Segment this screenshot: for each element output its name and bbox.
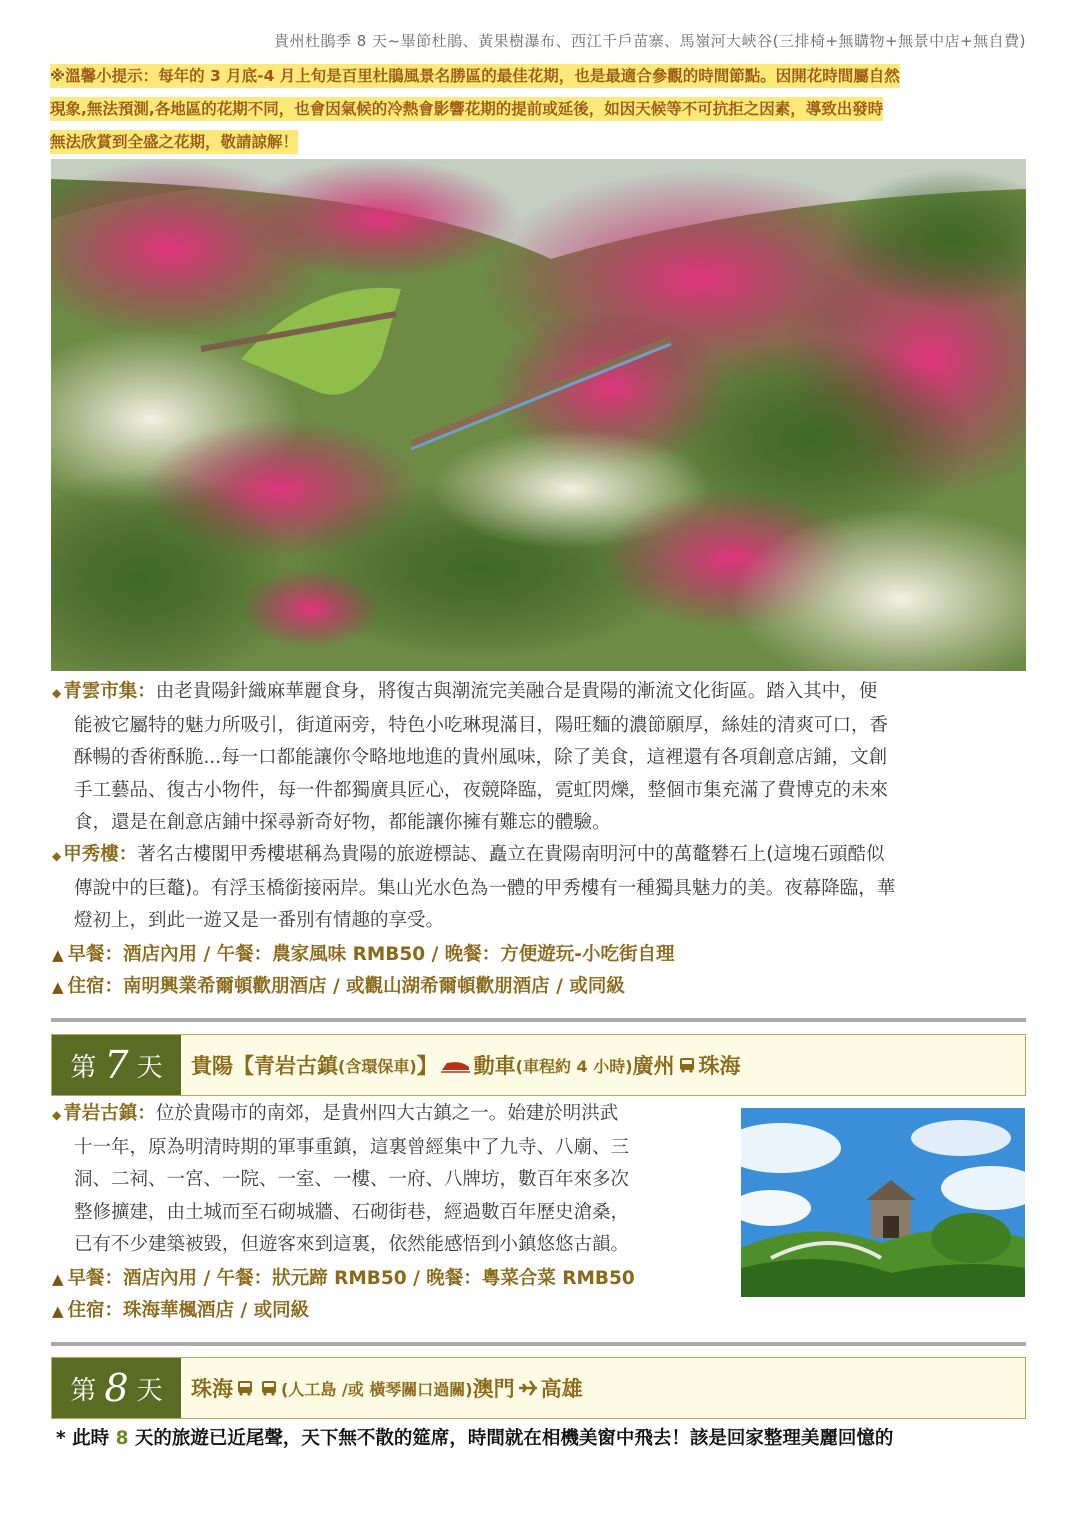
bullet-icon: ◆: [52, 1108, 62, 1122]
day7-badge: 第 7 天: [52, 1035, 181, 1095]
spot-jiaxiu-tower: ◆ 甲秀樓：著名古樓閣甲秀樓堪稱為貴陽的旅遊標誌、矗立在貴陽南明河中的萬鼇礬石上(這塊石頭酷似 傳說中的巨鼇)。有浮玉橋銜接兩岸。集山光水色為一體的甲秀樓有一種獨具魅力的美。夜幕降臨，華 燈初上，到此一遊又是一番別有情趣的享受。: [52, 844, 896, 931]
closing-text: * 此時 8 天的旅遊已近尾聲，天下無不散的筵席，時間就在相機美窗中飛去！該是回家整理美麗回憶的: [56, 1428, 894, 1449]
bus-icon: [678, 1056, 696, 1074]
spot-qingyun-market: ◆ 青雲市集：由老貴陽針織麻華麗食身，將復古與潮流完美融合是貴陽的漸流文化街區。踏入其中，便 能被它屬特的魅力所吸引，街道兩旁，特色小吃琳現滿目，陽旺麵的濃節願厚，絲娃的清爽可口，香 酥暢的香術酥脆...每一口都能讓你令略地地進的貴州風味，除了美食，這裡還有各項創意店鋪，文創 手工藝品、復古小物件，每一件都獨廣具匠心，夜競降臨，霓虹閃爍，整個市集充滿了費博克的未來 食，還是在創意店鋪中探尋新奇好物，都能讓你擁有難忘的體驗。: [52, 681, 889, 833]
notice-line: 現象,無法預測,各地區的花期不同，也會因氣候的冷熱會影響花期的提前或延後，如因天候等不可抗拒之因素，導致出發時: [50, 93, 1030, 126]
section-divider: [51, 1018, 1026, 1022]
bus-icon: [236, 1379, 254, 1397]
day7-header: [51, 1034, 1026, 1096]
bus-icon: [260, 1379, 278, 1397]
day7-meals: ▲ 早餐：酒店內用 / 午餐：狀元蹄 RMB50 / 晚餐：粵菜合菜 RMB50: [52, 1268, 635, 1289]
rhododendron-valley-photo: [51, 159, 1026, 671]
high-speed-train-icon: [441, 1057, 471, 1073]
section-divider: [51, 1342, 1026, 1346]
day6-hotel: ▲ 住宿：南明興業希爾頓歡朋酒店 / 或觀山湖希爾頓歡朋酒店 / 或同級: [52, 976, 625, 997]
notice-line: ※溫馨小提示：每年的 3 月底-4 月上旬是百里杜鵑風景名勝區的最佳花期，也是最適合參觀的時間節點。因開花時間屬自然: [50, 60, 1030, 93]
spot-name: 青雲市集：: [63, 681, 156, 702]
notice-line: 無法欣賞到全盛之花期，敬請諒解！: [50, 126, 1030, 159]
triangle-marker-icon: ▲: [52, 1270, 64, 1288]
bullet-icon: ◆: [52, 849, 62, 863]
flower-season-notice: [50, 60, 1030, 159]
airplane-icon: [518, 1379, 538, 1397]
triangle-marker-icon: ▲: [52, 1302, 64, 1320]
triangle-marker-icon: ▲: [52, 946, 64, 964]
day8-title: 珠海 (人工島 /或 橫琴關口過關) 澳門 高雄: [191, 1377, 583, 1401]
day8-header: [51, 1357, 1026, 1419]
qingyan-town-photo: [741, 1108, 1025, 1297]
triangle-marker-icon: ▲: [52, 978, 64, 996]
spot-name: 甲秀樓：: [63, 844, 138, 865]
spot-name: 青岩古鎮：: [63, 1103, 156, 1124]
spot-qingyan-town: ◆ 青岩古鎮：位於貴陽市的南郊，是貴州四大古鎮之一。始建於明洪武 十一年，原為明清時期的軍事重鎮，這裏曾經集中了九寺、八廟、三 洞、二祠、一宮、一院、一室、一樓、一府、八牌坊，數百年來多次 整修擴建，由土城而至石砌城牆、石砌街巷，經過數百年歷史滄桑， 已有不少建築被毀，但遊客來到這裏，依然能感悟到小鎮悠悠古韻。: [52, 1103, 630, 1255]
day7-title: 貴陽【青岩古鎮 (含環保車) 】 動車 (車程約 4 小時) 廣州 珠海: [191, 1054, 741, 1078]
day7-hotel: ▲ 住宿：珠海華楓酒店 / 或同級: [52, 1300, 310, 1321]
day6-meals: ▲ 早餐：酒店內用 / 午餐：農家風味 RMB50 / 晚餐：方便遊玩-小吃街自理: [52, 944, 675, 965]
day8-badge: 第 8 天: [52, 1358, 181, 1418]
page-header-title: 貴州杜鵑季 8 天~畢節杜鵑、黃果樹瀑布、西江千戶苗寨、馬嶺河大峽谷(三排椅+無購物+無景中店+無自費): [273, 32, 1026, 50]
bullet-icon: ◆: [52, 686, 62, 700]
